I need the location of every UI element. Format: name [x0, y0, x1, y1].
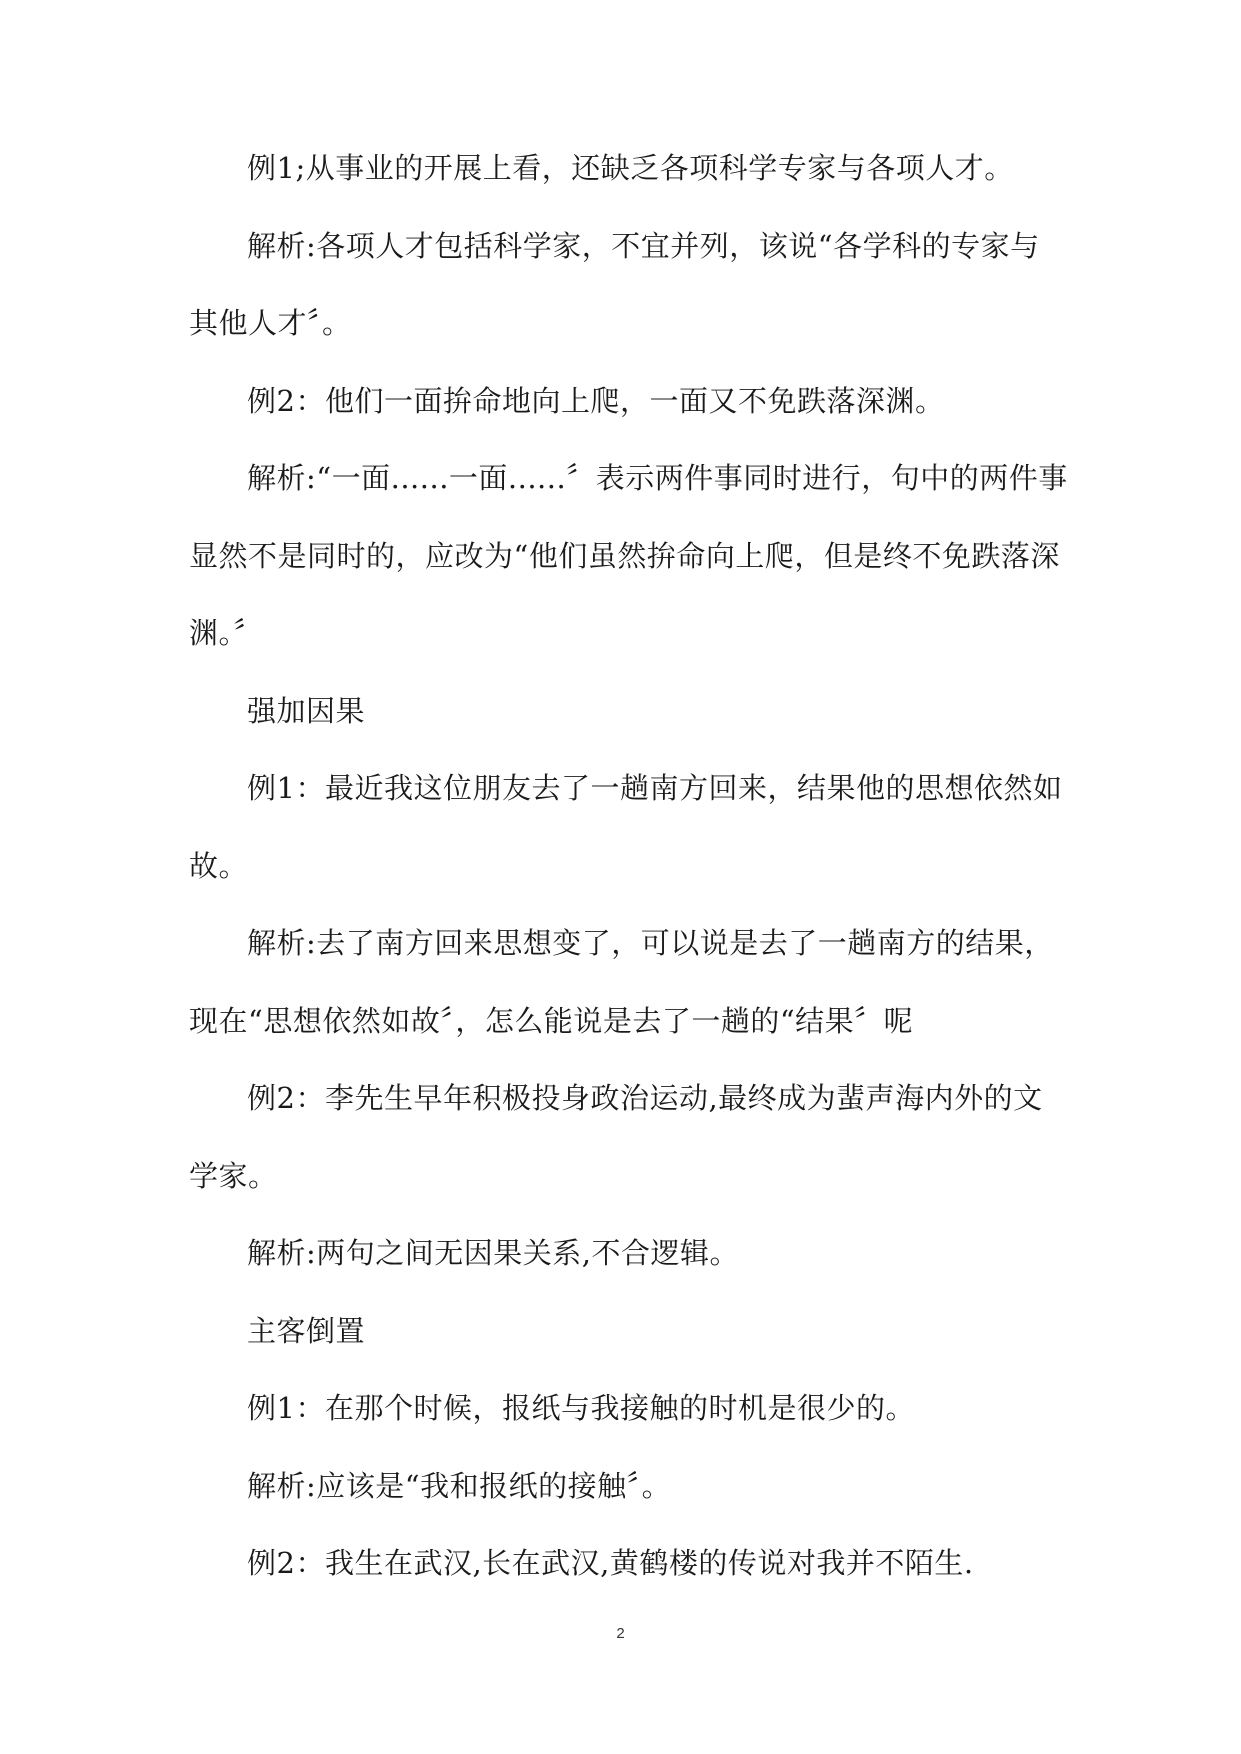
paragraph-line: 解析:两句之间无因果关系,不合逻辑。 — [247, 1236, 739, 1270]
paragraph-line: 故。 — [189, 849, 249, 883]
paragraph-line: 渊。〞 — [189, 616, 264, 650]
paragraph-line: 例2：我生在武汉,长在武汉,黄鹤楼的传说对我并不陌生. — [247, 1546, 974, 1580]
paragraph-line: 显然不是同时的，应改为“他们虽然拚命向上爬，但是终不免跌落深 — [189, 539, 1060, 573]
paragraph-line: 例1：最近我这位朋友去了一趟南方回来，结果他的思想依然如 — [247, 771, 1063, 805]
page-number: 2 — [616, 1625, 625, 1642]
paragraph-line: 例2：他们一面拚命地向上爬，一面又不免跌落深渊。 — [247, 384, 945, 418]
paragraph-line: 例1;从事业的开展上看，还缺乏各项科学专家与各项人才。 — [247, 151, 1014, 185]
paragraph-line: 解析:各项人才包括科学家，不宜并列，该说“各学科的专家与 — [247, 229, 1040, 263]
section-heading: 强加因果 — [247, 694, 366, 728]
paragraph-line: 现在“思想依然如故〞，怎么能说是去了一趟的“结果〞呢 — [189, 1004, 914, 1038]
section-heading: 主客倒置 — [247, 1314, 366, 1348]
paragraph-line: 学家。 — [189, 1159, 278, 1193]
paragraph-line: 解析:应该是“我和报纸的接触〞。 — [247, 1469, 672, 1503]
paragraph-line: 解析:“一面......一面......〞表示两件事同时进行，句中的两件事 — [247, 461, 1068, 495]
paragraph-line: 例2：李先生早年积极投身政治运动,最终成为蜚声海内外的文 — [247, 1081, 1043, 1115]
paragraph-line: 例1：在那个时候，报纸与我接触的时机是很少的。 — [247, 1391, 915, 1425]
paragraph-line: 其他人才〞。 — [189, 306, 352, 340]
paragraph-line: 解析:去了南方回来思想变了，可以说是去了一趟南方的结果， — [247, 926, 1054, 960]
